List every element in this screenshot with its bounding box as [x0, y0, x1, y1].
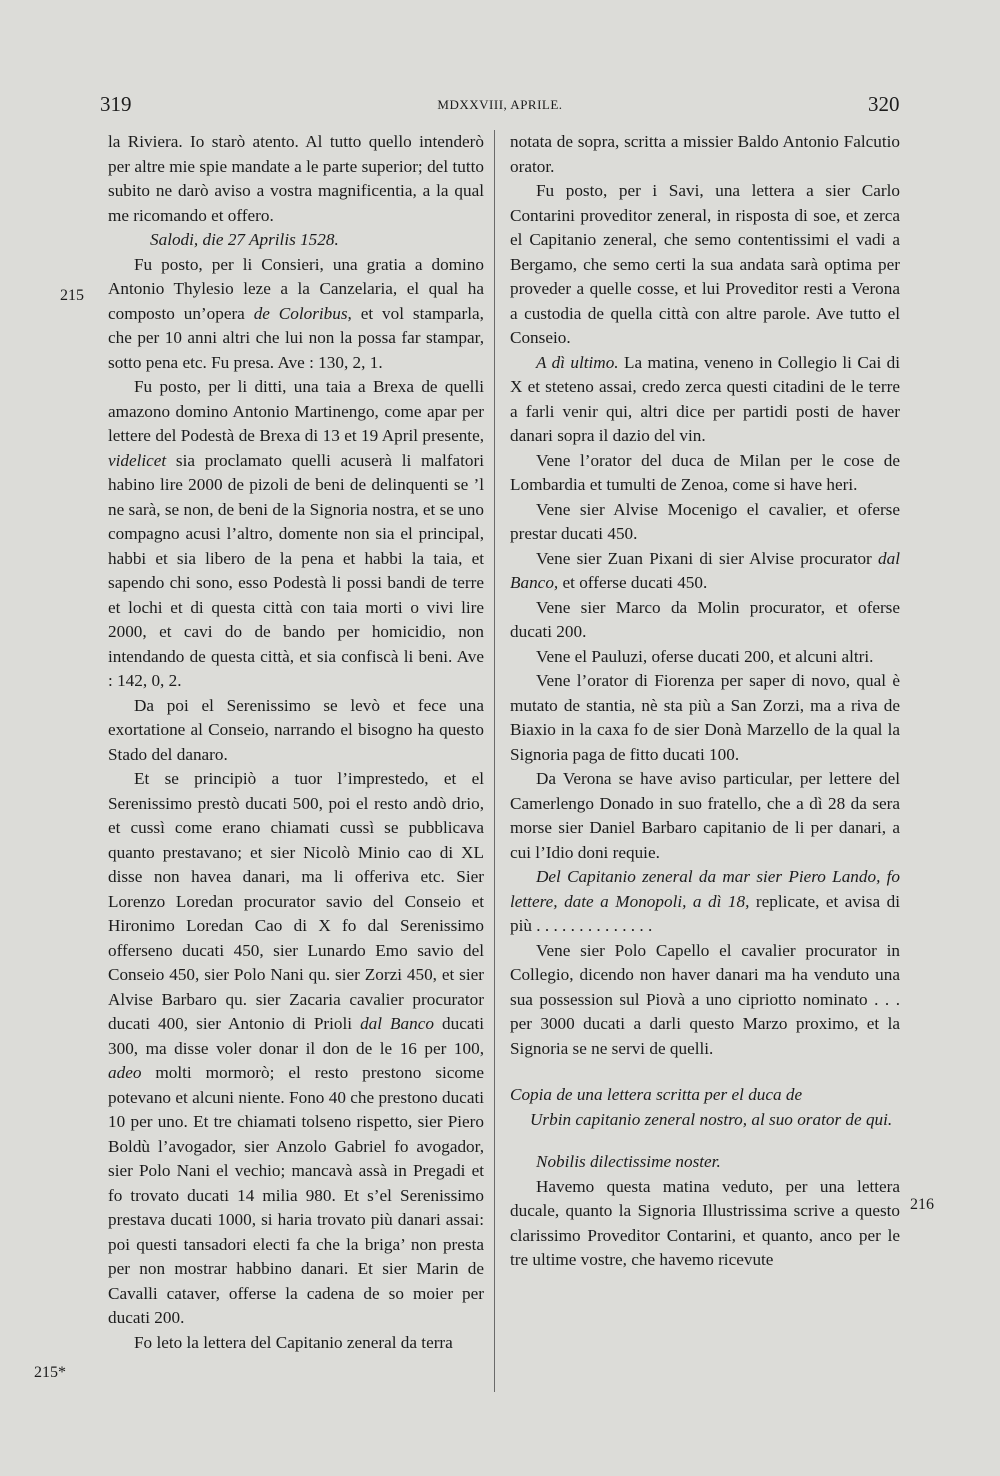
paragraph — [510, 351, 900, 449]
paragraph — [510, 1083, 900, 1108]
italic-text: adeo — [108, 1063, 142, 1082]
text-run: et offerse ducati 450. — [558, 573, 708, 592]
paragraph — [108, 253, 484, 376]
paragraph — [510, 1108, 900, 1133]
text-run: Fu posto, per li Consieri, una gratia a domino Antonio Thylesio leze a la Canzelaria, el qual ha composto un’opera — [108, 254, 484, 323]
paragraph — [108, 767, 484, 1331]
text-run: replicate, et avisa di più . . . . . . . . . . . . . . — [510, 891, 900, 935]
paragraph — [510, 1150, 900, 1175]
paragraph — [510, 596, 900, 645]
italic-text: Del Capitanio zeneral da mar sier Piero Lando, fo lettere, date a Monopoli, a dì 18, — [510, 867, 900, 911]
paragraph — [510, 1175, 900, 1273]
text-run: Fo leto la lettera del Capitanio zeneral da terra — [134, 1332, 453, 1352]
paragraph — [108, 130, 484, 228]
text-run: Vene sier Zuan Pixani di sier Alvise procurator — [536, 548, 879, 568]
italic-text: dal Banco, — [510, 548, 900, 592]
paragraph — [510, 645, 900, 670]
text-run: la Riviera. Io starò atento. Al tutto quello intenderò per altre mie spie mandate a le parte superior; del tutto subito ne darò aviso a vostra magnificentia, a la qual me ricomando et offero. — [108, 132, 484, 225]
paragraph — [510, 669, 900, 767]
text-run: Vene sier Marco da Molin procurator, et oferse ducati 200. — [510, 597, 900, 641]
italic-text: Salodi, die 27 Aprilis 1528. — [150, 230, 339, 249]
text-run: Da Verona se have aviso particular, per lettere del Camerlengo Donado in suo fratello, che a dì 28 da sera morse sier Daniel Barbaro capitanio de li per danari, a cui l’Idio doni requie. — [510, 769, 900, 862]
italic-text: de Coloribus, — [253, 303, 352, 323]
margin-number-216: 216 — [910, 1196, 934, 1213]
paragraph — [510, 449, 900, 498]
text-run: Vene sier Alvise Mocenigo el cavalier, et oferse prestar ducati 450. — [510, 499, 900, 543]
text-run: notata de sopra, scritta a missier Baldo Antonio Falcutio orator. — [510, 132, 900, 176]
left-page-number: 319 — [100, 92, 132, 116]
paragraph — [510, 865, 900, 939]
italic-text: A dì ultimo. — [536, 352, 619, 372]
text-run: Vene el Pauluzi, oferse ducati 200, et alcuni altri. — [536, 646, 874, 666]
text-run: et vol stamparla, che per 10 anni altri che lui non la possa far stampar, sotto pena etc. Fu presa. Ave : 130, 2, 1. — [108, 303, 484, 372]
text-run: Fu posto, per i Savi, una lettera a sier Carlo Contarini proveditor zeneral, in risposta di soe, et zerca el Capitanio zeneral, che semo contentissimi el vadi a Bergamo, che semo certi la sua andata sarà optima per proveder a quelle cosse, et lui Proveditor resti a Verona a custodia de quella città con altre parole. Ave tutto el Conseio. — [510, 181, 900, 347]
italic-text: Urbin capitanio zeneral nostro, al suo orator de qui. — [530, 1109, 893, 1129]
paragraph — [108, 1331, 484, 1356]
italic-text: Nobilis dilectissime noster. — [536, 1152, 721, 1171]
paragraph — [510, 939, 900, 1062]
margin-number-215: 215 — [60, 287, 84, 304]
paragraph — [108, 694, 484, 768]
text-run: molti mormorò; el resto prestono sicome potevano et alcuni niente. Fono 40 che prestono ducati 10 per uno. Et tre chiamati tolseno rispetto, sier Piero Boldù l’avogador, sier Anzolo Gabriel fo avogador, sier Polo Nani el vechio; mancavà assà in Pregadi et fo trovato ducati 14 milia 980. Et s’el Serenissimo prestava ducati 1000, si haria trovato più danari assai: poi questi tansadori electi fa che la briga’ non presta per non mostrar habbino danari. Et sier Marin de Cavalli cataver, offerse la cadena de so moier per ducati 200. — [108, 1063, 484, 1327]
text-run: La matina, veneno in Collegio li Cai di X et steteno assai, credo zerca questi citadini de le terre a farli venir qui, altri dice per partidi posti de haver danari sopra il dazio del vin. — [510, 352, 901, 445]
text-run: ducati 300, ma disse voler donar il don de le 16 per 100, — [108, 1014, 484, 1058]
paragraph — [108, 228, 484, 253]
paragraph — [510, 498, 900, 547]
text-run: Da poi el Serenissimo se levò et fece una exortatione al Conseio, narrando el bisogno ha questo Stado del danaro. — [108, 695, 484, 764]
text-run: sia proclamato quelli acuserà li malfatori habino lire 2000 de pizoli de beni de delinquenti se ’l ne sarà, se non, de beni de la Signoria nostra, et se uno compagno acusi l’altro, domente non sia el principal, habbi et sia libero de la pena et habbi la taia, et sapendo chi sono, esso Podestà li possi bandi de terre et lochi et di questa città con taia morti o vivi lire 2000, et cavi do de bando per homicidio, non intendando de questa città, et sia confiscà li beni. Ave : 142, 0, 2. — [108, 450, 484, 690]
column-divider — [494, 130, 495, 1392]
margin-number-215-star: 215* — [34, 1364, 66, 1381]
right-column — [510, 130, 900, 1273]
text-run: Fu posto, per li ditti, una taia a Brexa de quelli amazono domino Antonio Martinengo, come apar per lettere del Podestà de Brexa di 13 et 19 April presente, — [108, 377, 484, 445]
italic-text: dal Banco — [360, 1014, 434, 1033]
text-run: Havemo questa matina veduto, per una lettera ducale, quanto la Signoria Illustrissima scrive a questo clarissimo Proveditor Contarini, et quanto, anco per le tre ultime vostre, che havemo ricevute — [510, 1176, 900, 1269]
paragraph — [108, 375, 484, 694]
paragraph — [510, 1061, 900, 1083]
italic-text: Copia de una lettera scritta per el duca de — [510, 1085, 803, 1104]
running-title: MDXXVIII, APRILE. — [437, 97, 563, 112]
paragraph — [510, 547, 900, 596]
italic-text: videlicet — [108, 450, 167, 470]
text-run: Vene l’orator del duca de Milan per le cose de Lombardia et tumulti de Zenoa, come si have heri. — [510, 450, 900, 494]
text-run: Et se principiò a tuor l’imprestedo, et el Serenissimo prestò ducati 500, poi el resto andò drio, et cussì come erano chiamati cussì se pubblicava quanto prestavano; et sier Nicolò Minio cao di XL disse non havea danari, ma li offeriva etc. Sier Lorenzo Loredan procurator savio del Conseio et Hironimo Loredan Cao di X fo dal Serenissimo offerseno ducati 450, sier Lunardo Emo savio del Conseio 450, sier Polo Nani qu. sier Zorzi 450, et sier Alvise Barbaro qu. sier Zacaria cavalier procurator ducati 400, sier Antonio di Prioli — [108, 769, 484, 1033]
paragraph — [510, 130, 900, 179]
paragraph — [510, 179, 900, 351]
text-run: Vene l’orator di Fiorenza per saper di novo, qual è mutato de stantia, nè sta più a San Zorzi, ma a riva de Biaxio in la caxa fo de sier Donà Marzello de la qual la Signoria paga de fitto ducati 100. — [510, 671, 900, 764]
text-run: Vene sier Polo Capello el cavalier procurator in Collegio, dicendo non haver danari ma ha venduto una sua possession sul Piovà a uno cipriotto nominato . . . per 3000 ducati a darli questo Marzo proximo, et la Signoria se ne servi de quelli. — [510, 940, 900, 1058]
paragraph — [510, 767, 900, 865]
right-page-number: 320 — [868, 92, 900, 116]
left-column — [108, 130, 484, 1355]
